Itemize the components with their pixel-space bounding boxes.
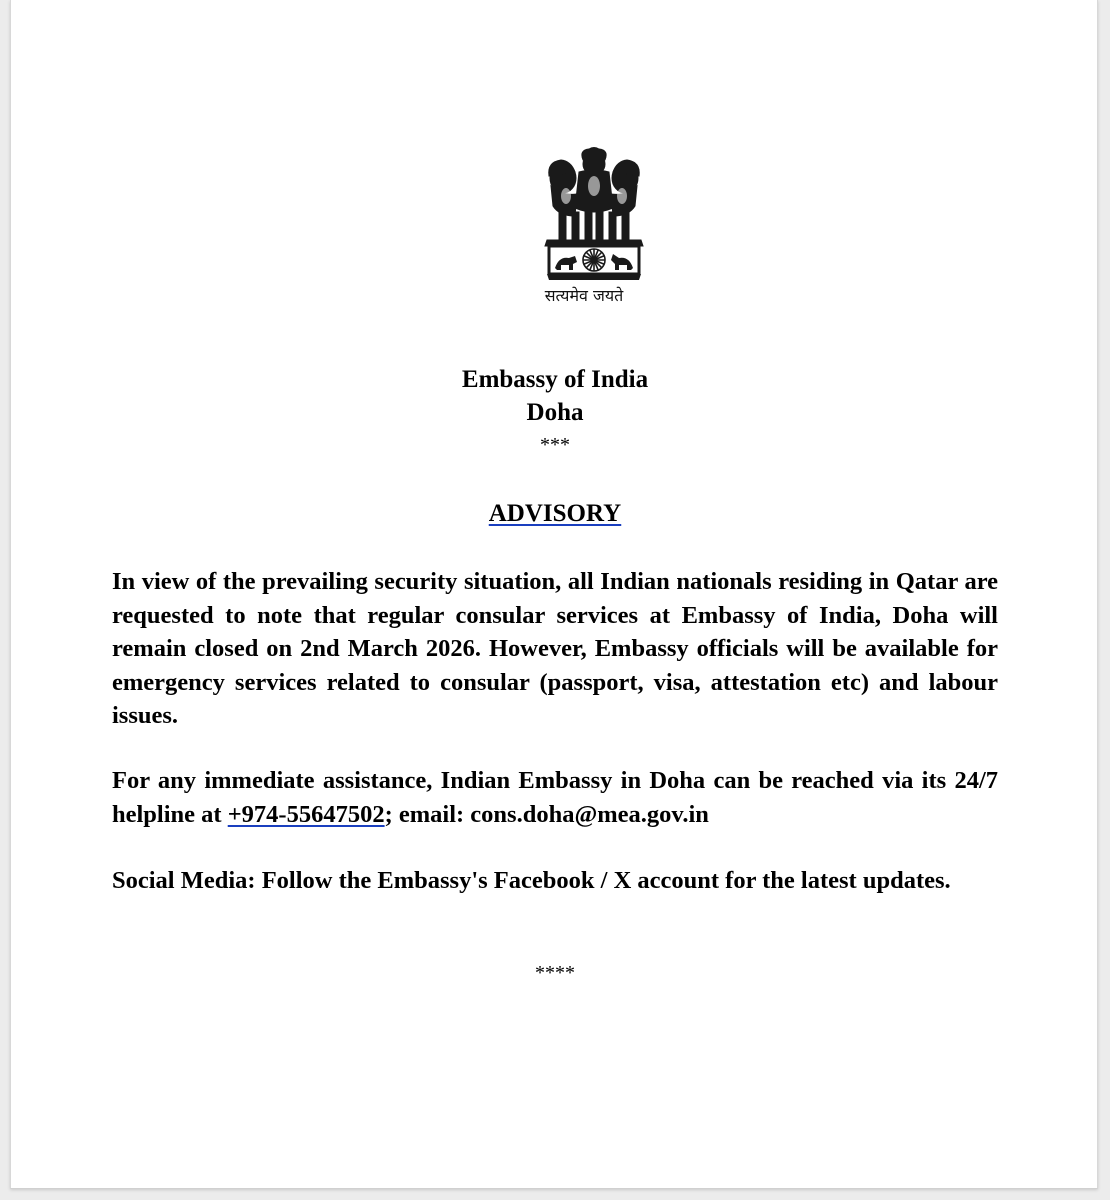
header-separator: *** [540,434,570,456]
end-mark: **** [535,962,575,984]
advisory-heading-text: ADVISORY [488,500,622,527]
ashoka-emblem-icon [539,146,649,291]
paragraph-2-prefix: For any immediate assistance, Indian Embassy in Doha can be reached via its 24/7 helpline at [112,767,998,828]
paragraph-2-suffix: ; email: cons.doha@mea.gov.in [384,800,709,828]
helpline-phone-link[interactable]: +974-55647502 [227,800,385,828]
advisory-heading [0,500,1110,528]
advisory-paragraph-1: In view of the prevailing security situation, all Indian nationals residing in Qatar are requested to note that regular consular services at Embassy of India, Doha will remain closed on 2nd March 2026. However, Embassy officials will be available for emergency services related to consular (passport, visa, attestation etc) and labour issues. [112,568,998,729]
emblem-motto: सत्यमेव जयते [544,286,624,305]
embassy-title: Embassy of India [461,366,649,393]
advisory-paragraph-2 [112,764,998,831]
advisory-paragraph-3: Social Media: Follow the Embassy's Facebook / X account for the latest updates. [112,867,951,894]
embassy-city: Doha [526,399,584,426]
